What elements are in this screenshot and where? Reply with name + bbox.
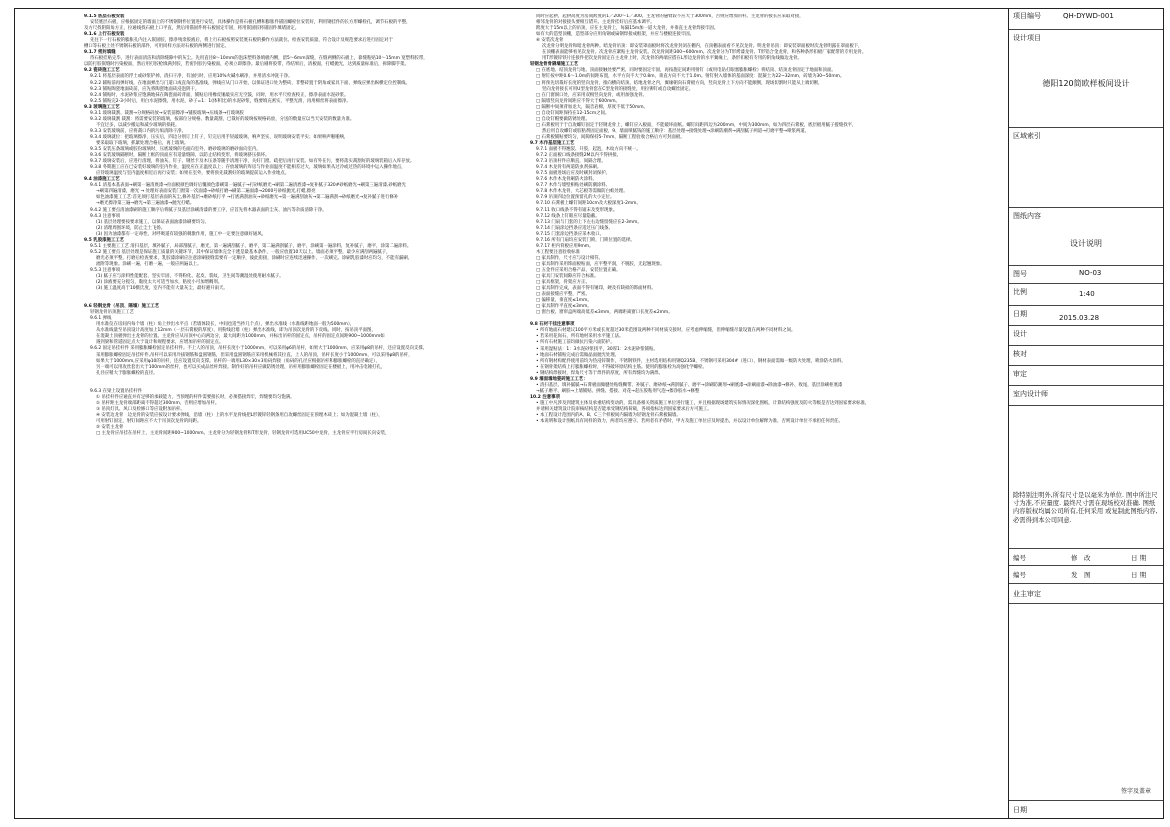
spec-line: 在顶棚表面能够看见次龙骨。次龙骨应紧贴主龙骨安装。次龙骨间距300~600mm。次龙骨分为T形烤漆龙骨、T形铝合金龙骨，和各种条形扣板厂家配带的专用龙骨。: [542, 50, 867, 56]
section-heading: 10.2 注意事项: [530, 394, 560, 400]
spec-line: 9.7.9 吊顶四边位置预留孔的大小定位。: [536, 195, 615, 201]
issue-row: [1009, 566, 1163, 584]
spec-line: 9.7.15 门套涂边挡条应采木收口。: [536, 231, 605, 237]
revision-no-label: 编号: [1013, 554, 1026, 562]
spec-line: 采用膨胀螺栓固定吊挂杆件,吊杆可以采用冷拔钢筋和盘圆钢筋，但采用盘圆钢筋应采用机械将其拉直。上人的吊顶，吊杆长度小于1000mm，可以采用φ8的吊杆，: [96, 352, 413, 358]
spec-line: (3) 因为油漆都有一定毒性，对呼吸道有较强的刺激作用，施工中一定要注意做好通风。: [96, 231, 267, 237]
date-row: [1009, 306, 1163, 326]
spec-line: 相邻龙骨的对接接头要相互错开。主龙骨挂好后应基本调平。: [536, 20, 655, 26]
section-heading: 9.1.7 密封填缝: [84, 50, 116, 56]
spec-line: 待石板挂贴完毕，进行表面清洁和清除缝隙中的灰尘。先用直径8～10mm的泡沫塑料条填板内侧，留5～6mm深缝，在缝两侧的石板上，靠缝粘贴10～15mm 宽塑料胶带，: [90, 56, 428, 62]
spec-line: 9.7.2 正面板口线条接缝2M以内不得拼接。: [536, 153, 622, 159]
spec-line: 次龙骨分明龙骨和暗龙骨两种。暗龙骨吊顶：即安装罩面板时将次龙骨封闭在棚内，在顶棚表面看不见次龙骨。明龙骨吊顶：即安装罩面板时次龙骨明露在罩面板下，: [542, 44, 863, 50]
date-value: 2015.03.28: [1059, 314, 1100, 322]
bottom-date-label: 日期: [1013, 806, 1027, 814]
owner-review-label: 业主审定: [1013, 590, 1041, 598]
spec-line: • 在钢骨架结构上打膨胀螺栓时，不得破坏原结构主筋。使用的膨胀栓为高强化学螺栓。: [536, 364, 707, 370]
spec-line: 如果大于1000mm,应采用φ10的吊杆，还应设置反向支撑。吊杆的一端用L30×30×3角码焊接（角码的孔径应根据吊杆和膨胀螺栓的直径确定），: [96, 358, 380, 364]
drawing-content-row: [1009, 208, 1163, 266]
spec-line: • 清扫基层、填补腻腻→石膏板面做腱处贴缝糊带、补腻子、磨砂纸→满刮腻子、磨平→涂刷防潮剂→刷底漆→涂刷面漆→除油漆→修补、收尾，基层涂刷柜底漆: [536, 382, 843, 388]
sign-seal-label: 签字及盖章: [1121, 788, 1152, 795]
project-number-label: 项目编号: [1013, 12, 1041, 20]
spec-line: 9.3.8 冬期施工应在已安装好玻璃的室内作业，温度应在正温度以上；存放玻璃的库房与作业面温度不能相差过大，玻璃如果从过冷或过热的环境中运入操作地点，: [90, 165, 406, 171]
revision-label: 修 改: [1071, 554, 1091, 562]
spec-line: 9.7.6 木作木龙骨刷防火涂料。: [536, 177, 597, 183]
spec-line: 9.7.11 收口线条不得有锯末及变形现象。: [536, 207, 618, 213]
spec-line: 9.7.17 柜内背板应用9mm。: [536, 243, 594, 249]
section-heading: 9.4 油漆施工工艺: [84, 177, 120, 183]
spec-line: 如有大的造型顶棚，造型部分应用角钢或扁钢焊接成框架，并应与楼板连接牢固。: [536, 32, 695, 38]
revision-row: [1009, 548, 1163, 566]
spec-line: (3) 施工温度高于10摄氏度，室内不能有大量灰尘，最好避开雨天。: [96, 286, 228, 292]
spec-line: 9.3.4 玻璃就位：把玻璃擦净，压实后，四边分别订上钉子，钉完后用手轻敲玻璃，响声坚实，说明玻璃安装平实；如果响声啪啪响，: [90, 134, 349, 140]
spec-line: ③ 吊顶灯具、风口及检修口等应设附加吊杆。: [96, 406, 185, 412]
spec-line: 9.3.6 安装玻璃隔断时，隔断上框的顶面应有适量缝隙，以防止结构变形，将玻璃挤压损坏。: [90, 153, 270, 159]
spec-line: 遇到梁和管道固定点大于设计和规程要求，应增加吊杆的固定点。: [96, 340, 224, 346]
drawing-content-label: 图纸内容: [1013, 212, 1041, 220]
spec-line: →刷第四遍清漆，磨光 → 处理好表面安装门窗第一次面漆→砂纸打磨→刷第二遍面漆→2000号砂纸抛光,打蜡,擦亮: [96, 189, 316, 195]
spec-line: 9.3.5 安装压条玻璃或胶份玻璃时，压底玻璃的毛面向室外，磨砂玻璃的磨砂面向室内。: [90, 147, 261, 153]
spec-line: ⑥ 安装次龙骨: [536, 38, 564, 44]
designer-label: 设计: [1013, 330, 1027, 338]
designer-row: [1009, 326, 1163, 346]
checker-row: [1009, 346, 1163, 366]
spec-line: □ 家具制作完成，表面不得有锤印，硬及有缺损的饰面材料。: [536, 286, 656, 292]
scale-value: 1:40: [1079, 290, 1095, 298]
signature-row: [1009, 604, 1163, 801]
bottom-date-row: [1009, 801, 1163, 819]
revision-date-label: 日 期: [1131, 554, 1147, 562]
spec-line: □ 自攻钉间距保持在12-15cm之间。: [536, 110, 610, 116]
spec-line: 9.6.3 在梁上设置吊挂杆件: [90, 388, 143, 394]
spec-line: 及方尺找阴阳角方正，拉通线找石板上口平直，然后用锚固件将石板固定牢固，将用嵌固胶将锚固件填堵固定。: [84, 26, 300, 32]
title-block: [1008, 8, 1164, 819]
section-heading: 9.3 玻璃施工工艺: [84, 104, 120, 110]
spec-line: □ 自攻钉帽要做防锈处理。: [536, 116, 590, 122]
spec-line: □ 表面接缝应平整，严密。: [536, 292, 590, 298]
spec-line: • 采用湿贴法：1：3水泥砂浆找平，30厚1：2水泥砂浆铺贴。: [536, 346, 658, 352]
spec-line: 9.7.4 木龙骨有两道防虫剂抹刷。: [536, 165, 602, 171]
spec-line: ④ 安装边龙骨 边龙骨的安装应按设计要求弹线，沿墙（柱）上的水平龙骨线把L形镀锌轻钢条用自攻螺丝固定在预埋木砖上；如为混凝土墙（柱），: [96, 412, 383, 418]
spec-line: 从水准线量至吊顶设计高度加上12mm（一层石膏板的厚度），用粉线沿墙（柱）弹出水准线，即为吊顶次龙骨的下皮线。同时，按吊顶平面图，: [96, 328, 376, 334]
spec-line: □ 将预先切裁好长度的竖向龙骨，推向横向结顶、结地龙骨之内，翼缘朝向石膏板方向，竖向龙骨上下方向不能颠倒，现场切割时只能从上端切断，: [536, 80, 823, 86]
spec-line: □ 偏移量，垂直度≤1mm。: [536, 298, 592, 304]
spec-line: 9.4.3 注意事项: [90, 213, 121, 219]
sheet-number: NO-03: [1079, 269, 1102, 277]
spec-line: □ 窗台板、窗帘盒两端高低差≤3mm，两端距离窗口长度差≤2mm。: [536, 310, 673, 316]
section-heading: 9.5 乳胶漆施工工艺: [84, 237, 125, 243]
spec-line: 另一端可以用攻丝套出大于100mm的丝杆，也可以买成品丝杆焊接。制作好的吊杆应做防锈处理，吊杆用膨胀螺栓固定在楼板上，用冲击电锤打孔，: [96, 364, 386, 370]
spec-column-left: [84, 14, 522, 437]
spec-line: 可用射钉固定，射钉间距应不大于吊顶次龙骨的间距。: [96, 418, 202, 424]
spec-line: 不宜过多，以减少搬运和减少玻璃的损耗。: [96, 122, 180, 128]
spec-line: 孔径应稍大于膨胀螺栓的直径。: [96, 370, 158, 376]
spec-line: 跨度大于15m以上的吊顶，应在主龙骨上，每隔15m加一道大龙骨，并垂直主龙骨焊接牢固。: [536, 26, 719, 32]
spec-line: 竖向龙骨接长可用U型龙骨套在C型龙骨的接缝处，用拉铆钉或自攻螺丝固定。: [542, 86, 694, 92]
spec-line: (2) 涂液要充分搅匀，黏度太大可适当加水，粘度小可加增稠剂。: [96, 280, 223, 286]
spec-line: 9.7.3 吊顶杆件应顺直，间隔合理。: [536, 159, 606, 165]
spec-line: □ 主龙骨应吊挂在吊杆上，主龙骨间距900~1000mm。主龙骨分为轻钢龙骨和T形龙骨，轻钢龙骨可选用UC50中龙骨，主龙骨应平行房间长向安装，: [96, 431, 390, 437]
spec-line: • 所有钢材构配件使用前均为热浸锌制作，不锈钢铁件，主材选用结构用钢Q235B，不锈钢可采用304#（进口），钢材表面需做一级防火处理，喷涂防火涂料。: [536, 358, 846, 364]
spec-line: 在混凝土顶板弹出主龙骨的位置。主龙骨应从吊顶中心向两边分，最大间距为1000mm，并标出吊杆的固定点，吊杆的固定点间距900~1000mm如: [96, 334, 385, 340]
spec-line: 如色油漆施工工艺:首先须打基层表面的灰尘,修补基层→磨砂纸打平 →打底满刮油灰→砂纸磨光→第一遍满刮油灰→第二遍满刮→砂纸磨光→复补腻子进行修补: [96, 195, 399, 201]
area-index-row: [1009, 128, 1163, 208]
spec-line: 9.3.2 玻璃裁割 裁割：将需要安装的玻璃，按部位分规格、数量裁割，已裁好的玻璃按规格码放，分送的数量应以当天安装的数量为准。: [90, 116, 355, 122]
spec-line: □ 在门窗洞口处，应采用双根竖向龙骨，或用加强龙骨。: [536, 92, 647, 98]
design-item-label: 设计项目: [1013, 34, 1041, 42]
spec-line: 9.2.4 铺贴时，水泥砂浆应饱满地抹在陶瓷面砖背面，铺贴后用橡皮锤敲实应无空鼓，同时，用水平尺检查校正，擦净表面水泥砂浆。: [90, 92, 349, 98]
project-name: 德阳120简欧样板间设计: [1042, 79, 1130, 88]
spec-line: 9.7.1 面板不得翘裂、开胶，起泡，木纹方向不统一。: [536, 147, 641, 153]
design-item-row: [1009, 30, 1163, 128]
project-number: QH-DYWD-001: [1063, 12, 1114, 20]
section-heading: 轻钢龙骨骨隔墙施工工艺: [530, 62, 579, 68]
spec-line: →磨光擦净第三遍→磨光→第三遍油漆→抛光打蜡。: [96, 201, 195, 207]
spec-line: 9.7.13 门扇与门套的上下左右边缝留缝应在2-3mm。: [536, 219, 642, 225]
scale-label: 比例: [1013, 288, 1027, 296]
spec-line: • 本说明和设计图纸具有同样的效力，两者均应遵守。若两者有矛盾时，甲方及施工单位应及时提出，并以设计单位解释为准，否则设计单位不承担任何责任。: [536, 419, 843, 425]
spec-line: • 本工程设计范围内的A、B、C三个样板间内隔墙为轻钢龙骨石膏板隔墙。: [536, 413, 681, 419]
project-number-row: [1009, 8, 1163, 30]
spec-line: • 所有石材施工前均做抗污染六面防护。: [536, 340, 615, 346]
spec-line: 9.7.5 面板进场后应及时刷封闭保护。: [536, 171, 611, 177]
owner-review-row: [1009, 584, 1163, 604]
spec-line: 磨光必须平整，打磨后检查要求，乳胶漆涂刷应注意涂刷接缝需要有一定顺序，彼此衔接，涂刷时应连续迅速操作，一次刷完。涂刷乳胶漆时应均匀，不能有漏刷、: [96, 255, 413, 261]
spec-line: 9.3.1 玻璃裁割、裁割→分规格码放→安装前擦净→铺胶玻璃→压线条→打玻璃胶: [90, 110, 244, 116]
spec-line: 木工程要注意验收标准: [536, 249, 580, 255]
spec-line: 然后用自攻螺钉或胶粘剂固定面板，9、墙面喷腻钱的施工顺序：基层处理→接缝处理→涂刷防潮剂→满刮腻子两道→打磨平整→喷浆两道。: [542, 128, 810, 134]
scale-row: [1009, 284, 1163, 306]
spec-line: (1) 基层处理要按要求施工，以保证表面油漆涂刷要均匀。: [96, 219, 209, 225]
spec-line: 9.3.7 玻璃安装后，应进行清理，将油灰、钉子、钢丝卡及木压条等随手清理干净，关好门窗。疏把后再行安装。如有外在污，要将落实裁割好的玻璃装箱后入库存放。: [90, 159, 415, 165]
spec-line: ② 吊杆距主龙骨端部距离不得超过300mm，否则应增加吊杆。: [96, 400, 220, 406]
spec-line: 9.7.8 木作木龙骨，大芯板等需做防白蚁处理。: [536, 189, 628, 195]
spec-line: □ 家具门安装间隙应符合标准。: [536, 274, 599, 280]
spec-line: 9.7.7 木作与墙壁相贴处刷防潮涂料。: [536, 183, 611, 189]
spec-line: 9.5.3 注意事项: [90, 267, 121, 273]
spec-line: 9.7.10 石膏板上螺钉间距10cm及大板深度1-2mm。: [536, 201, 641, 207]
spec-line: □ 家具制作平直度≤3mm。: [536, 304, 592, 310]
spec-line: 9.4.2 施工要点清油漆刷的施工顺序后将腻子及基层涂刷清漆的要工序，应首先将木器表面的尘灰、油污等杂质清除干净。: [90, 207, 327, 213]
spec-line: 流附等现象。涂刷一遍，打磨一遍，一般应两遍以上。: [96, 261, 202, 267]
spec-line: • 地面石材铺贴完成后需做晶面抛光处理。: [536, 352, 620, 358]
reviewer-label: 审定: [1013, 370, 1027, 378]
spec-line: □ 在底地、结顶龙骨与地、顶面接触处要严密，同时要固定牢固，再按施定间距用射钉（或用电钻打眼塞膨胀螺栓）将结顶、结顶龙骨固定于地面和顶面。: [536, 68, 836, 74]
spec-line: 并请相关建筑设计院审核结构是否能承受钢结构荷载，各项指标达到国家要求后方可施工。: [536, 407, 712, 412]
spec-column-right: [530, 14, 1002, 425]
section-heading: 9.2 瓷砖施工工艺: [84, 68, 120, 74]
section-heading: 9.6 轻钢龙骨（吊顶、隔墙）施工工艺: [84, 304, 160, 310]
interior-designer-row: [1009, 386, 1163, 406]
spec-line: □ 隔断中间须背加龙大，隔音岩棉，厚度不低于50mm。: [536, 104, 648, 110]
spec-line: (1) 腻子应与涂料性能配套，坚实牢固，不得粉化、起皮、裂纹，卫生间等潮湿处使用耐水腻子。: [96, 274, 284, 280]
spec-line: ① 吊挂杆件应通直并有足够的承载能力，当预埋的杆件需要接长时，必须搭接焊牢，焊缝要均匀饱满。: [96, 394, 295, 400]
spec-line: 9.4.1 清基本基表面→刷第一遍清底漆→拉面板颜色调好后覆颜色漆刷第一遍腻子→打砂纸磨光→刷第二遍清底漆→复补腻子320#砂纸磨光→刷第三遍清漆,砂纸磨光: [90, 183, 406, 189]
sheet-number-row: [1009, 266, 1163, 284]
sheet-number-label: 图号: [1013, 270, 1027, 278]
spec-line: □ 石膏板铺贴要均匀，间隙保持5-7mm，隔断工程验收合格后方可封面板。: [536, 134, 685, 140]
spec-line: □ 石膏板用于于自攻螺钉固定于轻钢龙骨上，螺钉应入板面，不能破坏面纸。螺钉间距四边为200mm，中间为300mm，如为四层石膏板，底层板用膩子拨缝找平，: [536, 122, 857, 128]
spec-line: 用水准仪在房间内每个墙（柱）角上抄出水平点（若墙体较长，中间也适当抄几个点），弹出水准线（水准线距地面一般为500mm），: [96, 322, 355, 328]
spec-line: 要采取取下玻璃，抓紧处理合格后，再上玻璃。: [96, 140, 189, 146]
spec-line: □ 五金件应采用合格产品，安装位置正确。: [536, 267, 621, 273]
spec-line: 9.5.2 施工要点 基层处理是保证施工质量的关键环节，其中保证墙体完全干透是最基本条件，一般应放置10天以上。墙面必须平整，最少应满刮两遍腻子，: [90, 249, 391, 255]
spec-line: 槽口等石板上处不锈钢石板的部件，可用同样方法对石板的两侧进行固定。: [84, 44, 229, 50]
spec-line: □ 家具制作采用饰面板贴面，应平整平润，不脱胶，无起翘现象。: [536, 261, 665, 267]
drawing-content: 设计说明: [1070, 239, 1102, 248]
spec-line: 9.6.1 弹线: [90, 316, 112, 322]
spec-line: 9.7.12 线条上钉眼应尽量隐蔽。: [536, 213, 600, 219]
spec-line: 轻钢龙骨吊顶施工工艺: [90, 310, 134, 316]
spec-line: • 钢结构焊接时，焊角尺寸等于焊件的厚度，所有焊缝均为满焊。: [536, 370, 663, 376]
spec-line: 用T形镀锌铁片连接件把次龙骨固定在主龙骨上时，次龙骨的两端应搭在L形边龙骨的水平翼缘上，条形扣板有专用的阴角线做边龙骨。: [542, 56, 802, 62]
spec-line: →腻子磨平、刷胶→上墙铺贴、拼缝、搭接、对花→赶压胶粘剂气泡→擦净胶水→修整: [536, 388, 700, 394]
general-notes: 除特别注明外,所有尺寸是以毫米为单位. 图中所注尺寸为准,不应量度. 最终尺寸需在现场校对准确. 图纸内容版权均属公司所有,任何采用 或复制此图纸内容,必需得到本公司同意.: [1013, 492, 1158, 524]
spec-line: 应待玻璃温度与室内温度相近后再行安装；如果在室外，要将预先裁割好的玻璃提前运入作业地点。: [96, 171, 290, 177]
spec-line: □ 射钉按中距0.6～1.0m的间距布置，水平方向不大于0.8m，垂直方向不大于1.0m。射钉射入墙体的基面深度：混凝土为22~32mm，砖墙为30~50mm。: [536, 74, 845, 80]
spec-line: 9.2.2 辅贴前再弹好线，在地面弹出与门道口成直角的基准线，弹线应从门口开始，以保证进口处为整砖，非整砖置于阴角或家具下面，弹线应弹出纵横定位控制线。: [90, 80, 410, 86]
area-index-label: 区域索引: [1013, 132, 1041, 140]
spec-line: • 所有地面石材建议100平方米或长度超过30米范围设两种不同材质交接时，应考虑伸缩缝，但伸缩缝尽量设置在两种不同材料之间。: [536, 328, 796, 334]
spec-line: • 若采用花岗石，所有地材采用水平施工法。: [536, 334, 624, 340]
spec-line: □ 隔墙竖向龙骨间距应不得大于600mm。: [536, 98, 620, 104]
spec-line: (2) 清理周围环境，防止尘土飞扬。: [96, 225, 166, 231]
spec-line: 9.2.1 将基层表面的浮土或砂浆铲掉，清扫干净，有油污时，应用10%火碱水刷净，并用清水冲洗干净。: [90, 74, 293, 80]
issue-label: 发 图: [1071, 571, 1091, 579]
spec-line: 9.6.2 固定吊挂杆件 采用膨胀螺栓固定吊挂杆件。不上人的吊顶，吊杆长度小于1000mm，可以采用φ6的吊杆，如果大于1000mm，应采用φ8的吊杆，还应设置反向支撑。: [90, 346, 428, 352]
issue-date-label: 日 期: [1131, 571, 1147, 579]
interior-designer-label: 室内设计师: [1013, 390, 1048, 398]
spec-line: 9.3.3 安装玻璃前，应将裁口内的污垢清除干净。: [90, 128, 186, 134]
checker-label: 核对: [1013, 350, 1027, 358]
spec-line: □ 家具框架，骨架应方正。: [536, 280, 590, 286]
spec-line: 同时应起拱，起拱高度为房间跨度的1／200～1／300。主龙骨的悬臂段不应大于300mm，否则应增加吊杆。主龙骨的接长应采取对接，: [536, 14, 804, 19]
section-heading: 9.1.6 上行石板安装: [84, 32, 125, 38]
spec-line: 9.7.14 门扇涂边挡条应适过压门线条。: [536, 225, 613, 231]
date-label: 日期: [1013, 310, 1027, 318]
section-heading: 9.7 木作基层施工工艺: [530, 140, 575, 146]
spec-line: 安装底层石板，应根据固定的墙面上的不锈钢钢件位置进行安装，具体操作是将石板孔槽和膨胀件锚固螺栓位安装好，利用钢挂件的长方形螺栓孔，调节石板的平整，: [90, 20, 411, 26]
section-heading: 9.8 石材干挂注意事项: [530, 322, 575, 328]
blank-area: [1009, 406, 1163, 548]
spec-line: 9.5.1 主要施工工艺 清扫基层，填补腻子，局部刮腻子，磨光，第一遍满刮腻子，磨平，第二遍满刮腻子，磨平，涂刷第一遍涂料，复补腻子，磨平，涂第二遍涂料。: [90, 243, 412, 249]
spec-line: 9.7.16 所有门扇均应安装门锁，门锁位置的选择。: [536, 237, 635, 243]
issue-no-label: 编号: [1013, 571, 1026, 579]
spec-line: • 施工中凡涉及到建筑主体及承重结构变动的，需具备相关资质施工单位进行施工，并且根据现场建筑实际情况深化图纸，计算结构强度及防火等级是否达到国家要求标准，: [536, 400, 870, 406]
spec-line: □ 家具制作，尺寸应与设计相符。: [536, 255, 604, 261]
spec-line: 先往下一行石板的膨胀孔内注入嵌固胶，擦净残余胶液后，将上行石板按照安装底石板的操作方法就位。检查安装质量，符合设计及规范要求后进行固定对于: [90, 38, 393, 44]
section-heading: 9.1.5 底层石板安装: [84, 14, 125, 19]
section-heading: 9.9 墙面墙地瓷砖施工工艺：: [530, 376, 588, 382]
spec-line: 9.2.5 铺贴完2-3小时后，用白水泥擦缝，用水泥，砂子=1：1(体积比)的水泥砂浆，缝要填充密实，平整光滑，再用棉丝将表面擦净。: [90, 98, 351, 104]
reviewer-row: [1009, 366, 1163, 386]
spec-line: ⑤ 安装主龙骨: [96, 425, 124, 430]
spec-line: 9.2.3 铺贴陶瓷地面砖前，应先将陶瓷地面砖浸泡阴干。: [90, 86, 200, 92]
spec-line: 以防打胶嵌缝时污染板面，然后用打胶枪填满封胶，若密封胶污染板面，必须立即擦净。最后剔将胶带，待结果后，清板面，打蜡抛光，达到质量标准后，拆除脚手架。: [84, 62, 409, 68]
